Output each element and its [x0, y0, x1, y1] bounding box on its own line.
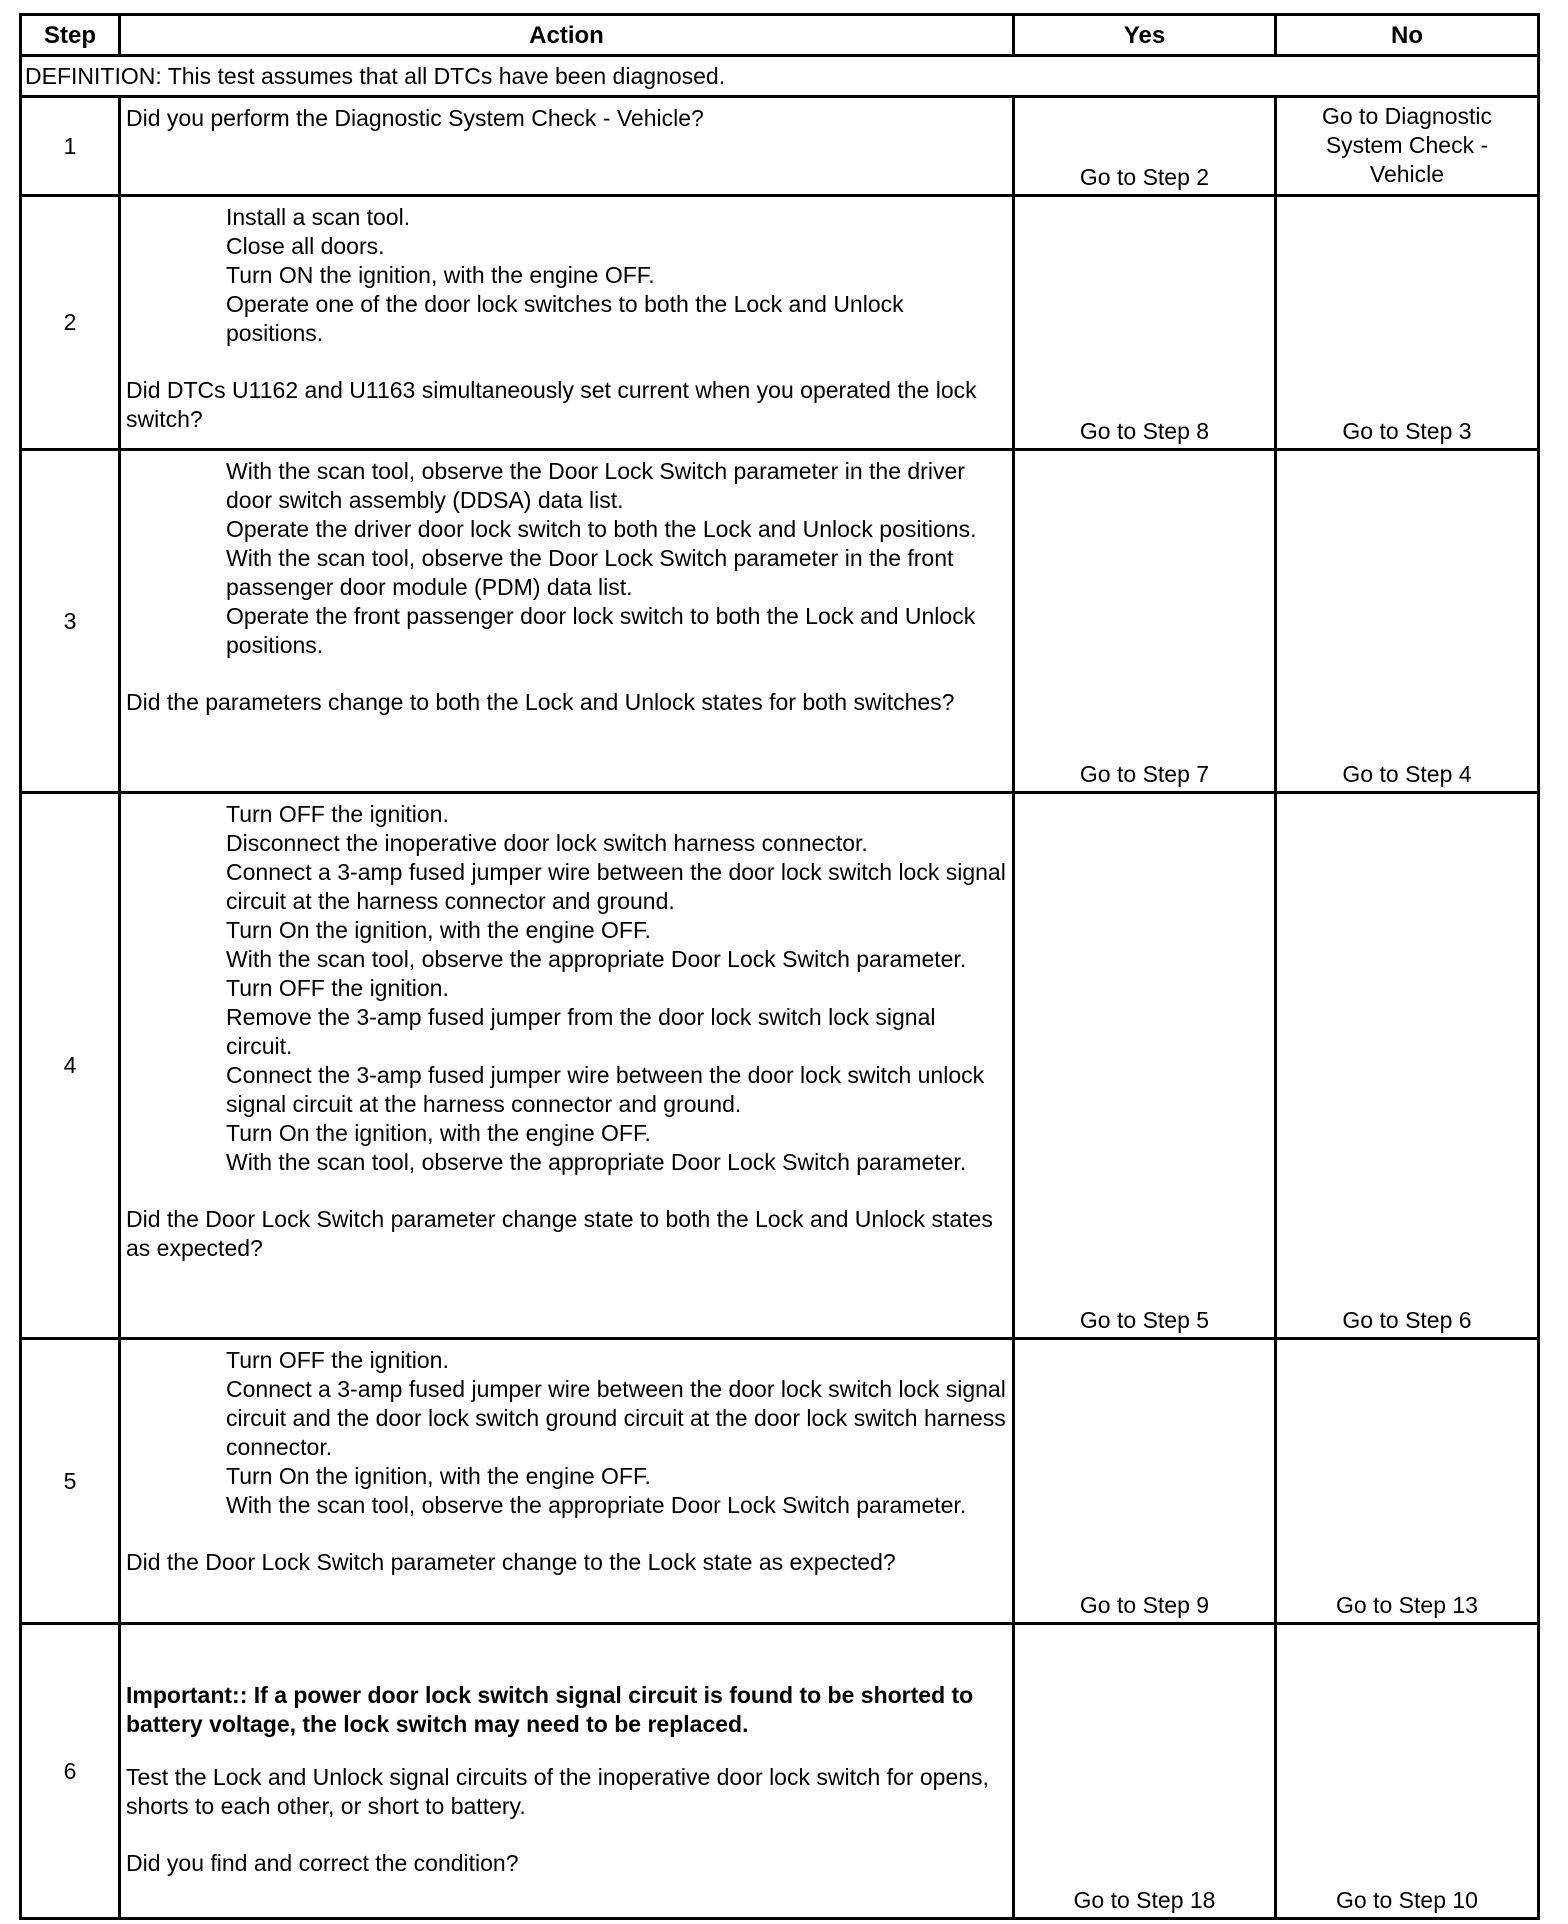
- action-cell: [120, 97, 1014, 196]
- action-item: Turn On the ignition, with the engine OFF.: [226, 1463, 651, 1489]
- action-items: [126, 203, 1007, 348]
- instruction: Test the Lock and Unlock signal circuits of the inoperative door lock switch for opens, shorts to each other, or short to battery.: [126, 1764, 989, 1819]
- action-item: Connect a 3-amp fused jumper wire between the door lock switch lock signal circuit and the door lock switch ground circuit at the door lock switch harness connector.: [226, 1376, 1006, 1460]
- action-item: With the scan tool, observe the Door Lock Switch parameter in the driver door switch assembly (DDSA) data list.: [226, 458, 965, 513]
- action-item: Operate the driver door lock switch to both the Lock and Unlock positions.: [226, 516, 977, 542]
- diagnostic-table: [19, 13, 1540, 1920]
- no-text: Go to Diagnostic System Check - Vehicle: [1321, 103, 1493, 187]
- step-number: 2: [21, 196, 120, 450]
- header-step: Step: [21, 15, 120, 56]
- action-cell: [120, 1339, 1014, 1624]
- action-cell: [120, 1624, 1014, 1919]
- step-number: 6: [21, 1624, 120, 1919]
- action-items: [126, 800, 1007, 1177]
- definition-text: DEFINITION: This test assumes that all DTCs have been diagnosed.: [21, 56, 1539, 97]
- question: Did the Door Lock Switch parameter change state to both the Lock and Unlock states as expected?: [126, 1206, 993, 1261]
- action-items: [126, 1346, 1007, 1520]
- action-item: Remove the 3-amp fused jumper from the door lock switch lock signal circuit.: [226, 1004, 936, 1059]
- table-row: [21, 196, 1539, 450]
- yes-cell: Go to Step 5: [1014, 793, 1276, 1339]
- yes-cell: Go to Step 2: [1014, 97, 1276, 196]
- action-item: Operate one of the door lock switches to both the Lock and Unlock positions.: [226, 291, 904, 346]
- action-item: Turn OFF the ignition.: [226, 801, 449, 827]
- action-item: Turn ON the ignition, with the engine OFF.: [226, 262, 655, 288]
- action-item: Turn On the ignition, with the engine OFF.: [226, 917, 651, 943]
- no-cell: Go to Step 4: [1276, 450, 1539, 793]
- no-cell: [1276, 97, 1539, 196]
- action-item: Connect a 3-amp fused jumper wire between the door lock switch lock signal circuit at the harness connector and ground.: [226, 859, 1006, 914]
- action-item: Operate the front passenger door lock switch to both the Lock and Unlock positions.: [226, 603, 976, 658]
- no-cell: Go to Step 13: [1276, 1339, 1539, 1624]
- header-row: [21, 15, 1539, 56]
- action-item: With the scan tool, observe the Door Lock Switch parameter in the front passenger door module (PDM) data list.: [226, 545, 954, 600]
- table-row: [21, 450, 1539, 793]
- important-note: Important:: If a power door lock switch signal circuit is found to be shorted to battery voltage, the lock switch may need to be replaced.: [126, 1682, 974, 1737]
- header-yes: Yes: [1014, 15, 1276, 56]
- action-item: With the scan tool, observe the appropriate Door Lock Switch parameter.: [226, 1492, 967, 1518]
- question: Did DTCs U1162 and U1163 simultaneously set current when you operated the lock switch?: [126, 377, 977, 432]
- question: Did the Door Lock Switch parameter change to the Lock state as expected?: [126, 1549, 896, 1575]
- action-cell: [120, 196, 1014, 450]
- no-cell: Go to Step 3: [1276, 196, 1539, 450]
- table-row: [21, 97, 1539, 196]
- yes-cell: Go to Step 9: [1014, 1339, 1276, 1624]
- header-no: No: [1276, 15, 1539, 56]
- table-row: [21, 1339, 1539, 1624]
- action-item: Close all doors.: [226, 233, 385, 259]
- definition-row: [21, 56, 1539, 97]
- question: Did you perform the Diagnostic System Check - Vehicle?: [126, 105, 704, 131]
- action-item: With the scan tool, observe the appropriate Door Lock Switch parameter.: [226, 1149, 967, 1175]
- action-item: Connect the 3-amp fused jumper wire between the door lock switch unlock signal circuit at the harness connector and ground.: [226, 1062, 985, 1117]
- action-cell: [120, 450, 1014, 793]
- action-item: Turn On the ignition, with the engine OFF.: [226, 1120, 651, 1146]
- yes-cell: Go to Step 8: [1014, 196, 1276, 450]
- step-number: 5: [21, 1339, 120, 1624]
- table-row: [21, 793, 1539, 1339]
- header-action: Action: [120, 15, 1014, 56]
- step-number: 3: [21, 450, 120, 793]
- no-cell: Go to Step 10: [1276, 1624, 1539, 1919]
- action-items: [126, 457, 1007, 660]
- action-item: Disconnect the inoperative door lock switch harness connector.: [226, 830, 868, 856]
- no-cell: Go to Step 6: [1276, 793, 1539, 1339]
- action-item: With the scan tool, observe the appropriate Door Lock Switch parameter.: [226, 946, 967, 972]
- yes-cell: Go to Step 18: [1014, 1624, 1276, 1919]
- yes-cell: Go to Step 7: [1014, 450, 1276, 793]
- question: Did you find and correct the condition?: [126, 1850, 519, 1876]
- action-item: Turn OFF the ignition.: [226, 1347, 449, 1373]
- step-number: 1: [21, 97, 120, 196]
- action-cell: [120, 793, 1014, 1339]
- step-number: 4: [21, 793, 120, 1339]
- action-item: Turn OFF the ignition.: [226, 975, 449, 1001]
- table-row: [21, 1624, 1539, 1919]
- action-item: Install a scan tool.: [226, 204, 411, 230]
- question: Did the parameters change to both the Lock and Unlock states for both switches?: [126, 689, 955, 715]
